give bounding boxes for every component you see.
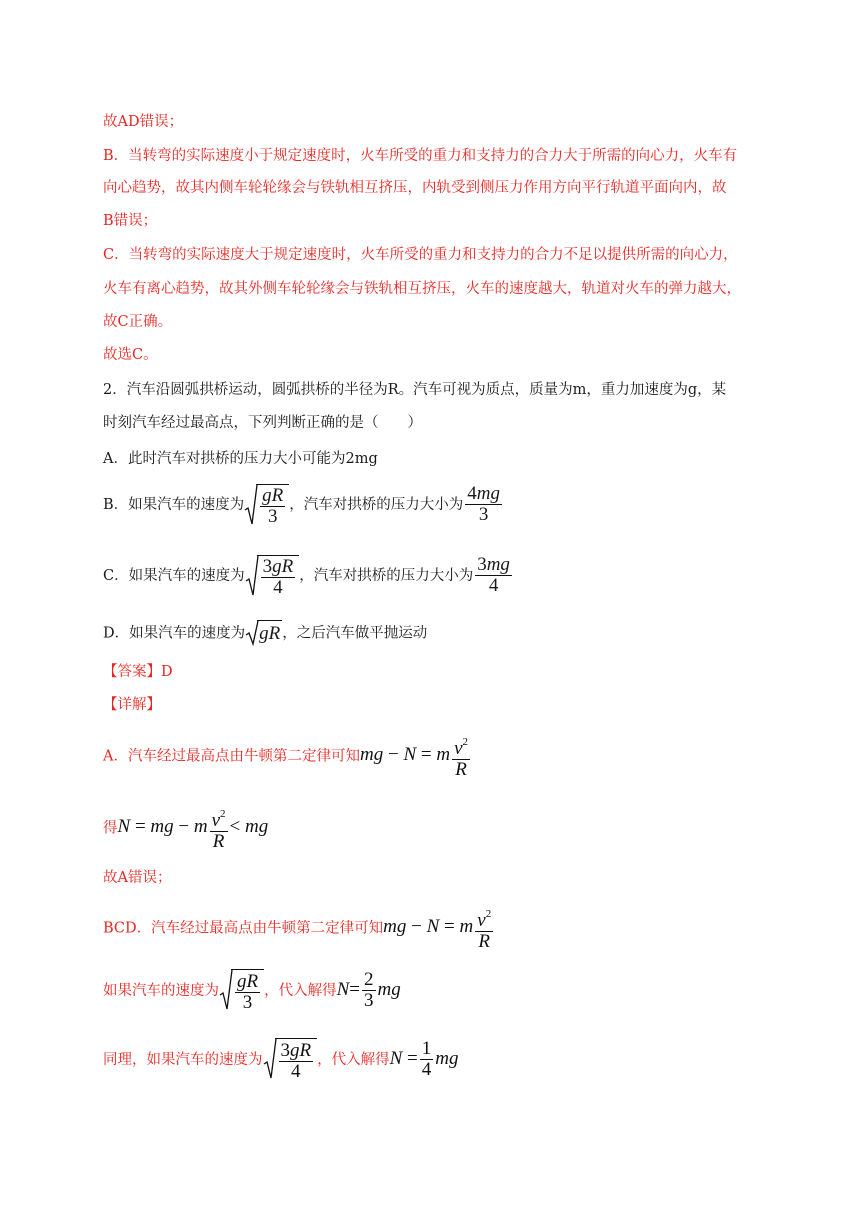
option-b-prefix: B．如果汽车的速度为: [103, 497, 245, 513]
option-c: [103, 555, 514, 599]
sqrt-3gR-over-4-solution: $\frac{3gR}{4}$: [263, 1038, 318, 1083]
text-line-8: 故选C。: [103, 347, 158, 363]
equation-newton-bcd: mg − N = m $\frac{v^2}{R}$: [383, 916, 495, 937]
option-c-prefix: C．如果汽车的速度为: [103, 568, 245, 584]
option-c-middle: ，汽车对拱桥的压力大小为: [299, 568, 474, 584]
equation-newton-a: mg − N = m $\frac{v^2}{R}$: [360, 744, 472, 765]
option-d-suffix: ，之后汽车做平抛运动: [282, 625, 428, 642]
solution-a-text: A．汽车经过最高点由牛顿第二定律可知: [103, 748, 360, 765]
option-b: [103, 484, 504, 528]
question-stem-2: 时刻汽车经过最高点，下列判断正确的是（ ）: [103, 415, 422, 431]
solution-a-line-1: [103, 733, 472, 779]
text-line-4: B错误；: [103, 213, 158, 229]
answer-label: 【答案】D: [103, 664, 173, 680]
option-b-middle: ，汽车对拱桥的压力大小为: [289, 497, 464, 513]
equation-n-quarter-mg: N = $\frac{1}{4}$ mg: [389, 1038, 459, 1081]
detail-label: 【详解】: [103, 697, 161, 713]
sqrt-3gR-over-4: $\frac{3gR}{4}$: [245, 555, 300, 596]
option-d: [103, 620, 427, 647]
text-line-6: 火车有离心趋势，故其外侧车轮轮缘会与铁轨相互挤压，火车的速度越大，轨道对火车的弹力越大，: [103, 281, 741, 297]
solution-bcd-speed-text: 如果汽车的速度为: [103, 983, 219, 999]
sqrt-gR-over-3-solution: $\frac{gR}{3}$: [219, 969, 264, 1014]
solution-bcd-text: BCD．汽车经过最高点由牛顿第二定律可知: [103, 920, 384, 937]
text-line-1: 故AD错误；: [103, 114, 184, 130]
text-line-2: B．当转弯的实际速度小于规定速度时，火车所受的重力和支持力的合力大于所需的向心力，火车有: [103, 148, 738, 164]
equation-n-less-mg: N = mg − m $\frac{v^2}{R}$ < mg: [118, 816, 269, 837]
option-a: A．此时汽车对拱桥的压力大小可能为2mg: [103, 451, 378, 467]
sqrt-gR: gR: [245, 620, 282, 647]
solution-a-line-2: [103, 805, 268, 851]
solution-bcd-line-2: [103, 968, 401, 1014]
equation-n-two-thirds-mg: N= $\frac{2}{3}$ mg: [336, 969, 401, 1012]
solution-bcd-substitute-text: ，代入解得: [264, 983, 337, 999]
sqrt-gR-over-3: $\frac{gR}{3}$: [244, 484, 289, 525]
text-line-3: 向心趋势，故其内侧车轮轮缘会与铁轨相互挤压，内轨受到侧压力作用方向平行轨道平面向内，故: [103, 180, 727, 196]
solution-bcd-similar-text: 同理，如果汽车的速度为: [103, 1052, 263, 1068]
fraction-3mg-over-4: $\frac{3mg}{4}$: [477, 554, 510, 597]
solution-a-line-3: 故A错误；: [103, 870, 172, 886]
text-line-5: C．当转弯的实际速度大于规定速度时，火车所受的重力和支持力的合力不足以提供所需的向心力，: [103, 247, 738, 263]
question-stem-1: 2．汽车沿圆弧拱桥运动，圆弧拱桥的半径为R。汽车可视为质点，质量为m，重力加速度为g，某: [103, 382, 727, 398]
solution-a-result-text: 得: [103, 820, 118, 837]
text-line-7: 故C正确。: [103, 314, 173, 330]
solution-bcd-line-1: [103, 905, 495, 951]
solution-bcd-substitute-text-2: ，代入解得: [317, 1052, 390, 1068]
option-d-prefix: D．如果汽车的速度为: [103, 625, 246, 642]
fraction-4mg-over-3: $\frac{4mg}{3}$: [467, 483, 500, 526]
solution-bcd-line-3: [103, 1037, 459, 1083]
